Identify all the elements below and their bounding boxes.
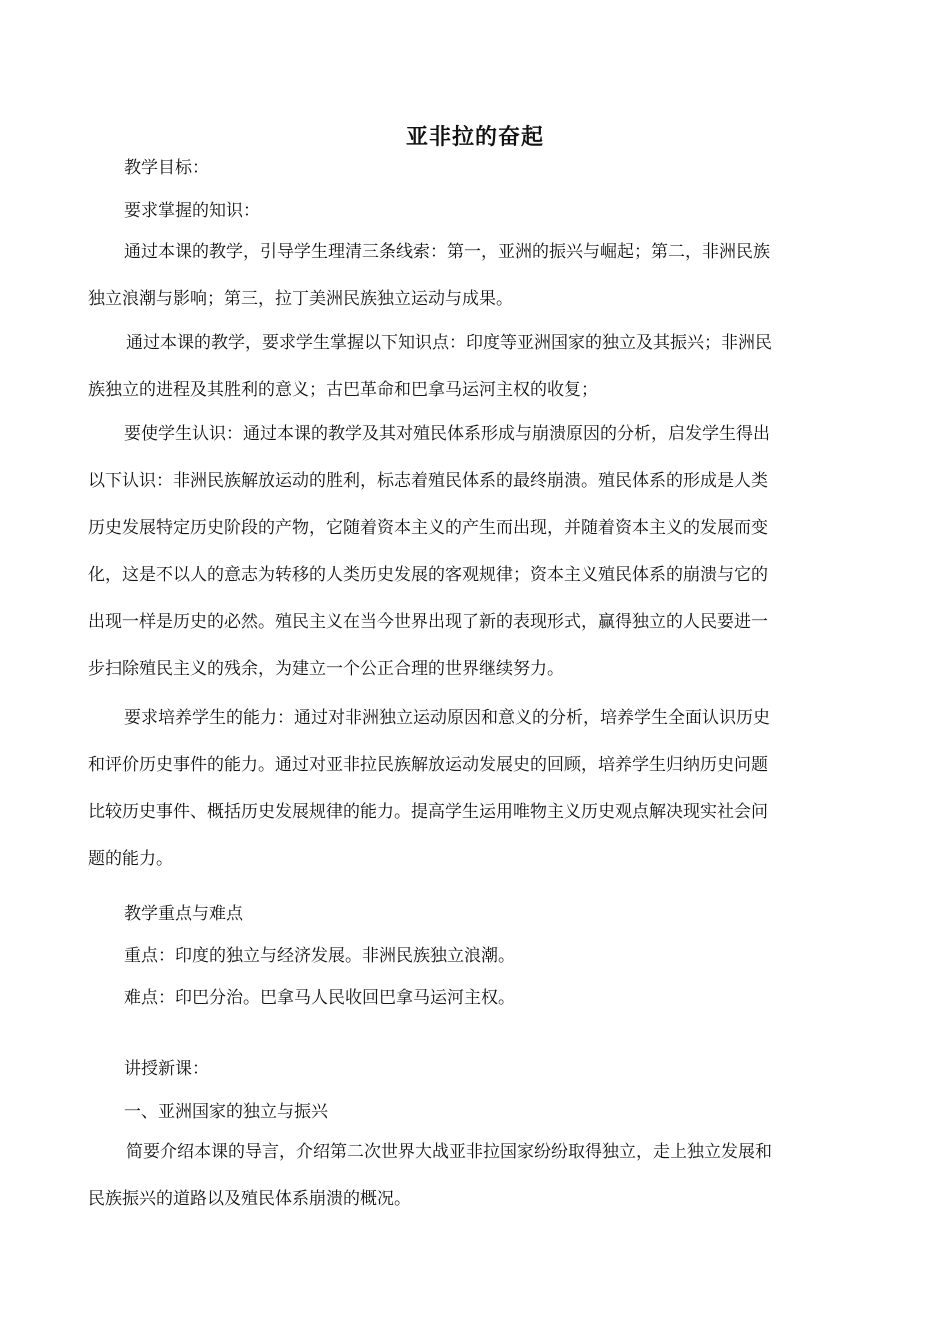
paragraph-line: 步扫除殖民主义的残余，为建立一个公正合理的世界继续努力。 <box>88 659 564 679</box>
paragraph-line: 通过本课的教学，要求学生掌握以下知识点：印度等亚洲国家的独立及其振兴；非洲民 <box>126 333 772 353</box>
heading-objectives: 教学目标： <box>124 158 209 178</box>
paragraph-line: 比较历史事件、概括历史发展规律的能力。提高学生运用唯物主义历史观点解决现实社会问 <box>88 802 768 822</box>
paragraph-line: 出现一样是历史的必然。殖民主义在当今世界出现了新的表现形式，赢得独立的人民要进一 <box>88 612 768 632</box>
heading-key-points: 教学重点与难点 <box>124 904 243 924</box>
paragraph-line: 化，这是不以人的意志为转移的人类历史发展的客观规律；资本主义殖民体系的崩溃与它的 <box>88 565 768 585</box>
paragraph-knowledge-points <box>88 320 862 414</box>
paragraph-line: 要使学生认识：通过本课的教学及其对殖民体系形成与崩溃原因的分析，启发学生得出 <box>124 424 770 444</box>
paragraph-line: 独立浪潮与影响；第三，拉丁美洲民族独立运动与成果。 <box>88 289 513 309</box>
key-point: 重点：印度的独立与经济发展。非洲民族独立浪潮。 <box>124 946 515 966</box>
section-1-title: 一、亚洲国家的独立与振兴 <box>124 1102 328 1122</box>
paragraph-introduction <box>88 1129 862 1223</box>
paragraph-line: 民族振兴的道路以及殖民体系崩溃的概况。 <box>88 1189 411 1209</box>
difficult-point: 难点：印巴分治。巴拿马人民收回巴拿马运河主权。 <box>124 988 515 1008</box>
paragraph-line: 简要介绍本课的导言，介绍第二次世界大战亚非拉国家纷纷取得独立，走上独立发展和 <box>126 1142 772 1162</box>
paragraph-line: 历史发展特定历史阶段的产物，它随着资本主义的产生而出现，并随着资本主义的发展而变 <box>88 518 768 538</box>
heading-new-lesson: 讲授新课： <box>124 1059 209 1079</box>
paragraph-line: 以下认识：非洲民族解放运动的胜利，标志着殖民体系的最终崩溃。殖民体系的形成是人类 <box>88 471 768 491</box>
document-title: 亚非拉的奋起 <box>405 124 544 150</box>
paragraph-line: 和评价历史事件的能力。通过对亚非拉民族解放运动发展史的回顾，培养学生归纳历史问题 <box>88 755 768 775</box>
paragraph-line: 要求培养学生的能力：通过对非洲独立运动原因和意义的分析，培养学生全面认识历史 <box>124 708 770 728</box>
paragraph-line: 通过本课的教学，引导学生理清三条线索：第一，亚洲的振兴与崛起；第二，非洲民族 <box>124 242 770 262</box>
paragraph-abilities <box>88 695 862 883</box>
paragraph-clues <box>88 229 862 323</box>
paragraph-line: 题的能力。 <box>88 849 173 869</box>
paragraph-understanding <box>88 411 862 693</box>
paragraph-line: 族独立的进程及其胜利的意义；古巴革命和巴拿马运河主权的收复； <box>88 380 598 400</box>
heading-knowledge: 要求掌握的知识： <box>124 201 260 221</box>
